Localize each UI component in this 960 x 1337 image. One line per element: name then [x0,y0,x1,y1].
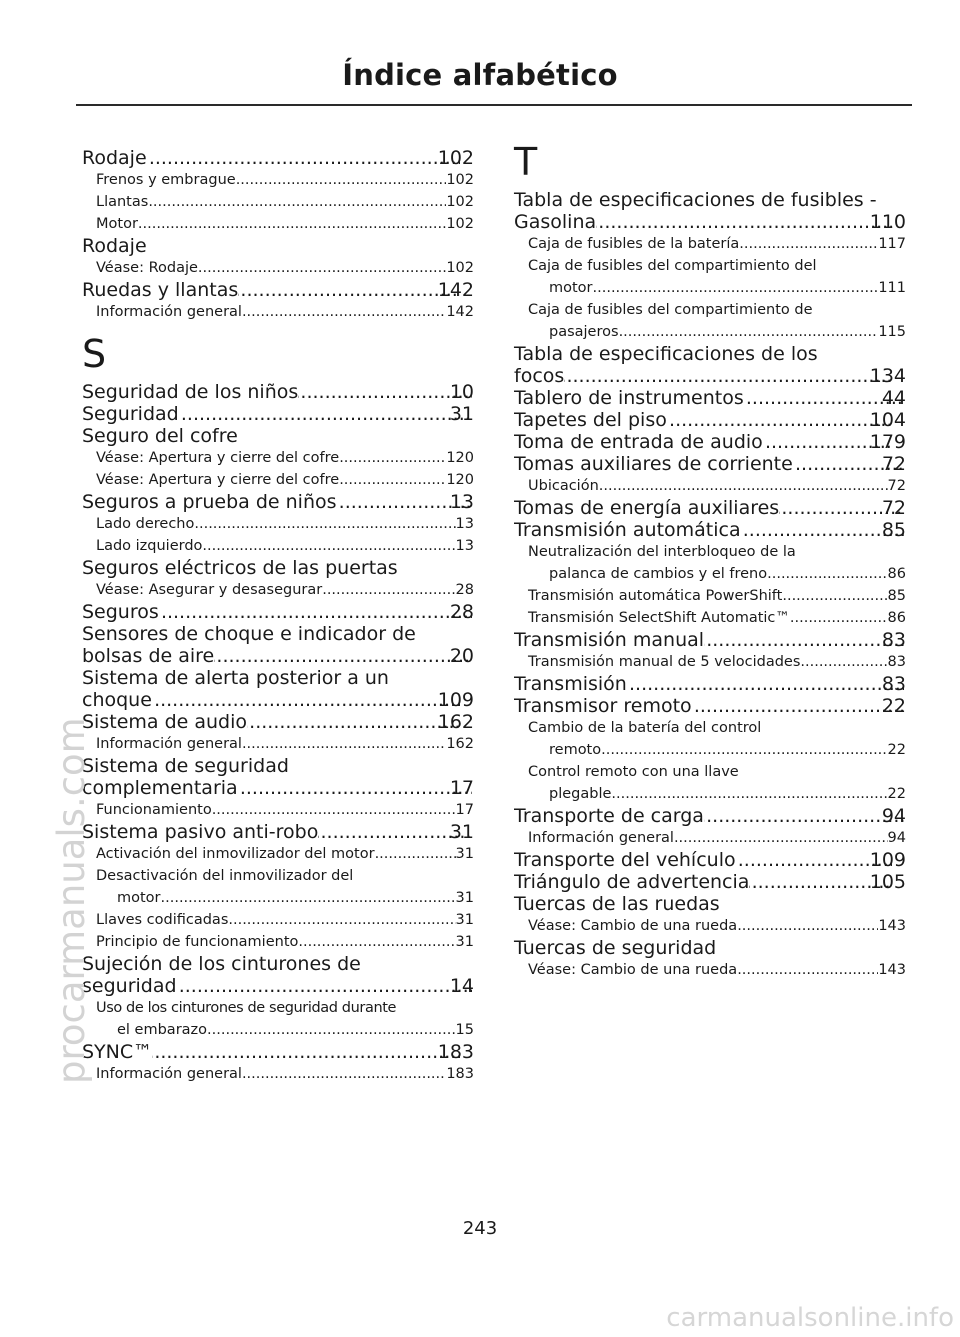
index-entry[interactable]: Triángulo de advertencia ..... 105 [514,871,906,893]
page-title: Índice alfabético [342,58,618,92]
index-entry[interactable]: focos ..... 134 [514,365,906,387]
index-heading: Sistema de seguridad [82,755,289,777]
index-subentry[interactable]: Funcionamiento ..... 17 [82,799,474,821]
index-subentry[interactable]: Llaves codificadas ..... 31 [82,909,474,931]
index-subheading: Uso de los cinturones de seguridad durante [96,1000,397,1016]
index-entry[interactable]: Sistema pasivo anti-robo ..... 31 [82,821,474,843]
index-heading: Tabla de especificaciones de fusibles - [514,189,877,211]
title-rule [76,104,912,106]
index-entry[interactable]: seguridad ..... 14 [82,975,474,997]
index-entry[interactable]: Transmisión automática ..... 85 [514,519,906,541]
index-subheading: Desactivación del inmovilizador del [96,868,354,884]
index-subentry[interactable]: Información general ..... 162 [82,733,474,755]
index-subentry[interactable]: Transmisión SelectShift Automatic™ ..... 86 [514,607,906,629]
index-entry[interactable]: Tomas auxiliares de corriente ..... 72 [514,453,906,475]
index-subentry[interactable]: pasajeros ..... 115 [514,321,906,343]
index-subheading: Caja de fusibles del compartimiento del [528,258,817,274]
bottom-watermark: carmanualsonline.info [666,1303,954,1333]
index-entry[interactable]: Tapetes del piso ..... 104 [514,409,906,431]
index-column-right [514,140,906,981]
index-entry[interactable]: Gasolina ..... 110 [514,211,906,233]
index-subentry[interactable]: motor ..... 111 [514,277,906,299]
index-subheading: Neutralización del interbloqueo de la [528,544,796,560]
index-heading: Seguro del cofre [82,425,238,447]
index-entry[interactable]: complementaria ..... 17 [82,777,474,799]
index-subentry[interactable]: Caja de fusibles de la batería ..... 117 [514,233,906,255]
index-heading: Rodaje [82,235,147,257]
index-heading: Sujeción de los cinturones de [82,953,361,975]
index-subentry[interactable]: Información general ..... 94 [514,827,906,849]
index-subentry[interactable]: Véase: Asegurar y desasegurar ..... 28 [82,579,474,601]
index-entry[interactable]: Tomas de energía auxiliares ..... 72 [514,497,906,519]
page-number: 243 [462,1218,498,1239]
index-subentry[interactable]: motor ..... 31 [82,887,474,909]
index-subheading: Caja de fusibles del compartimiento de [528,302,813,318]
index-subentry[interactable]: Llantas ..... 102 [82,191,474,213]
index-subentry[interactable]: Transmisión automática PowerShift ..... 85 [514,585,906,607]
index-entry[interactable]: SYNC™ ..... 183 [82,1041,474,1063]
index-entry[interactable]: Seguridad ..... 31 [82,403,474,425]
index-subentry[interactable]: Véase: Cambio de una rueda ..... 143 [514,915,906,937]
index-heading: Sensores de choque e indicador de [82,623,416,645]
index-subheading: Control remoto con una llave [528,764,739,780]
index-subentry[interactable]: Véase: Cambio de una rueda ..... 143 [514,959,906,981]
index-subentry[interactable]: Véase: Apertura y cierre del cofre ..... 120 [82,469,474,491]
index-heading: Tabla de especificaciones de los [514,343,818,365]
index-entry[interactable]: Toma de entrada de audio ..... 179 [514,431,906,453]
index-heading: Tuercas de las ruedas [514,893,720,915]
index-subentry[interactable]: Motor ..... 102 [82,213,474,235]
index-subentry[interactable]: Principio de funcionamiento ..... 31 [82,931,474,953]
section-letter: S [82,332,107,376]
index-column-left [82,147,474,1085]
index-entry[interactable]: Ruedas y llantas ..... 142 [82,279,474,301]
index-entry[interactable]: Tablero de instrumentos ..... 44 [514,387,906,409]
section-letter: T [514,140,538,184]
index-subheading: Cambio de la batería del control [528,720,762,736]
index-subentry[interactable]: plegable ..... 22 [514,783,906,805]
index-subentry[interactable]: palanca de cambios y el freno ..... 86 [514,563,906,585]
index-subentry[interactable]: Lado derecho ..... 13 [82,513,474,535]
index-entry[interactable]: Transmisor remoto ..... 22 [514,695,906,717]
index-entry[interactable]: Seguros a prueba de niños ..... 13 [82,491,474,513]
index-subentry[interactable]: Transmisión manual de 5 velocidades ..... 83 [514,651,906,673]
index-heading: Seguros eléctricos de las puertas [82,557,398,579]
index-entry[interactable]: Seguros ..... 28 [82,601,474,623]
index-entry[interactable]: Rodaje ..... 102 [82,147,474,169]
index-heading: Sistema de alerta posterior a un [82,667,389,689]
index-subentry[interactable]: el embarazo ..... 15 [82,1019,474,1041]
index-subentry[interactable]: Información general ..... 183 [82,1063,474,1085]
index-subentry[interactable]: Activación del inmovilizador del motor ..... 31 [82,843,474,865]
side-watermark: procarmanuals.com [50,717,93,1084]
index-subentry[interactable]: Ubicación ..... 72 [514,475,906,497]
index-entry[interactable]: Transporte de carga ..... 94 [514,805,906,827]
index-heading: Tuercas de seguridad [514,937,717,959]
index-entry[interactable]: bolsas de aire ..... 20 [82,645,474,667]
index-subentry[interactable]: Véase: Apertura y cierre del cofre ..... 120 [82,447,474,469]
index-entry[interactable]: Transporte del vehículo ..... 109 [514,849,906,871]
index-subentry[interactable]: Lado izquierdo ..... 13 [82,535,474,557]
index-subentry[interactable]: remoto ..... 22 [514,739,906,761]
index-entry[interactable]: Transmisión ..... 83 [514,673,906,695]
index-entry[interactable]: Transmisión manual ..... 83 [514,629,906,651]
index-subentry[interactable]: Información general ..... 142 [82,301,474,323]
index-entry[interactable]: Sistema de audio ..... 162 [82,711,474,733]
index-entry[interactable]: Seguridad de los niños ..... 10 [82,381,474,403]
index-subentry[interactable]: Frenos y embrague ..... 102 [82,169,474,191]
index-subentry[interactable]: Véase: Rodaje ..... 102 [82,257,474,279]
index-entry[interactable]: choque ..... 109 [82,689,474,711]
